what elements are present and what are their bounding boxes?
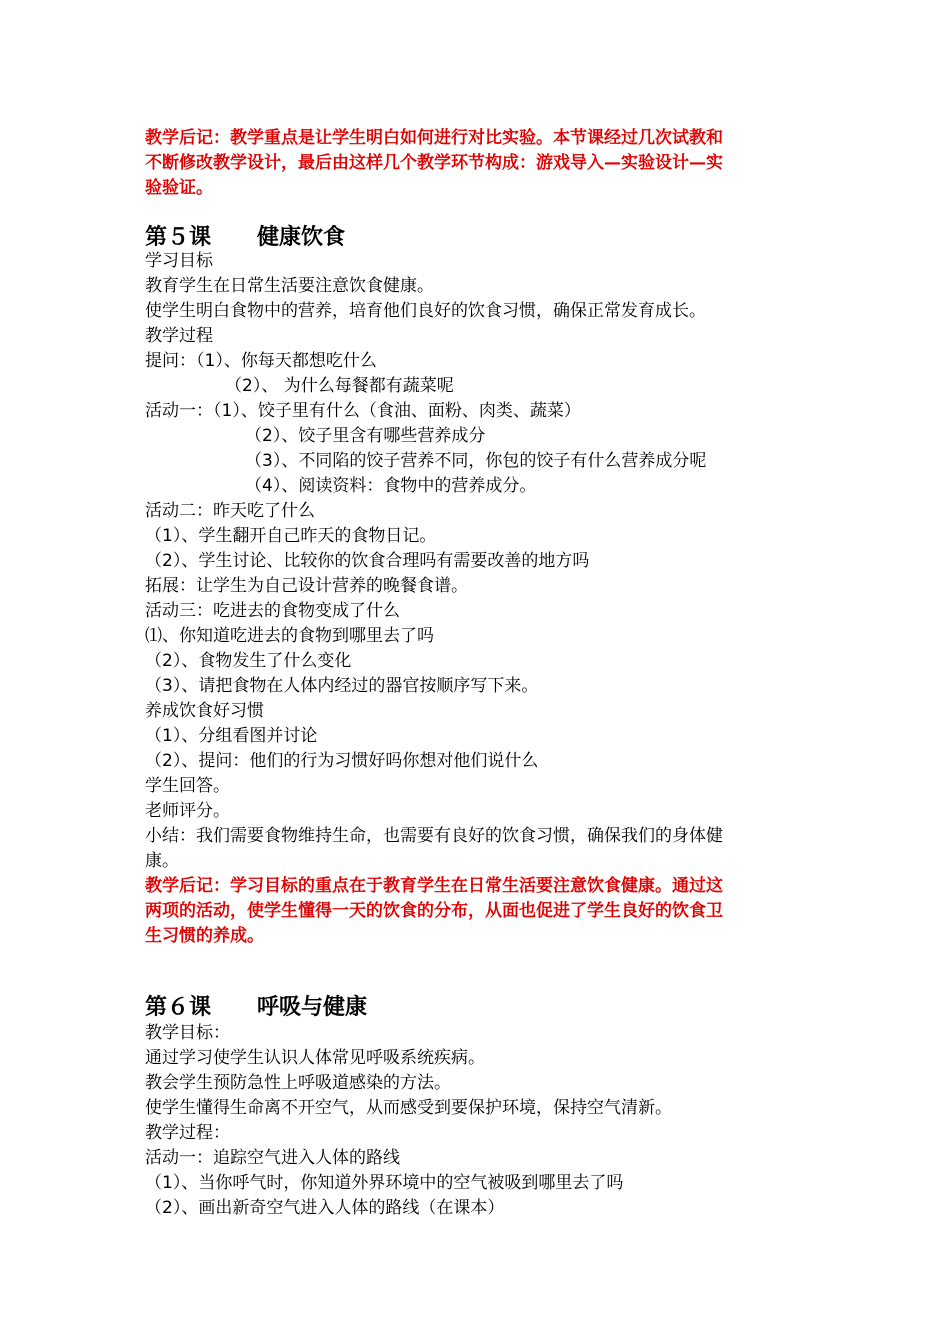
text-line: 活动三：吃进去的食物变成了什么 [145, 601, 400, 621]
text-line: 教会学生预防急性上呼吸道感染的方法。 [145, 1073, 451, 1093]
teaching-note-line: 生习惯的养成。 [145, 926, 264, 946]
text-line: 活动一：（1）、饺子里有什么（食油、面粉、肉类、蔬菜） [145, 401, 581, 421]
text-line: 养成饮食好习惯 [145, 701, 264, 721]
text-line: 小结：我们需要食物维持生命，也需要有良好的饮食习惯，确保我们的身体健 [145, 826, 723, 846]
text-line: 提问：（1）、你每天都想吃什么 [145, 351, 377, 371]
lesson-number: 第６课 [145, 995, 212, 1020]
teaching-note-line: 教学后记：教学重点是让学生明白如何进行对比实验。本节课经过几次试教和 [145, 128, 723, 148]
text-line: （3）、不同陷的饺子营养不同，你包的饺子有什么营养成分呢 [245, 451, 707, 471]
text-line: 教学目标： [145, 1023, 230, 1043]
text-line: （2）、食物发生了什么变化 [145, 651, 352, 671]
teaching-note-line: 不断修改教学设计，最后由这样几个教学环节构成：游戏导入—实验设计—实 [145, 153, 723, 173]
text-line: （2）、学生讨论、比较你的饮食合理吗有需要改善的地方吗 [145, 551, 590, 571]
text-line: （4）、阅读资料：食物中的营养成分。 [245, 476, 537, 496]
text-line: 使学生懂得生命离不开空气，从而感受到要保护环境，保持空气清新。 [145, 1098, 672, 1118]
teaching-note-line: 两项的活动，使学生懂得一天的饮食的分布，从面也促进了学生良好的饮食卫 [145, 901, 723, 921]
text-line: 使学生明白食物中的营养，培育他们良好的饮食习惯，确保正常发育成长。 [145, 301, 706, 321]
text-line: （1）、学生翻开自己昨天的食物日记。 [145, 526, 437, 546]
text-line: 通过学习使学生认识人体常见呼吸系统疾病。 [145, 1048, 485, 1068]
text-line: （3）、请把食物在人体内经过的器官按顺序写下来。 [145, 676, 539, 696]
lesson-title: 健康饮食 [257, 225, 346, 250]
text-line: 康。 [145, 851, 179, 871]
text-line: （1）、当你呼气时，你知道外界环境中的空气被吸到哪里去了吗 [145, 1173, 624, 1193]
text-line: 教育学生在日常生活要注意饮食健康。 [145, 276, 434, 296]
text-line: 拓展：让学生为自己设计营养的晚餐食谱。 [145, 576, 468, 596]
text-line: 老师评分。 [145, 801, 230, 821]
text-line: （1）、分组看图并讨论 [145, 726, 318, 746]
teaching-note-line: 验验证。 [145, 178, 213, 198]
text-line: 学生回答。 [145, 776, 230, 796]
text-line: 活动二：昨天吃了什么 [145, 501, 315, 521]
text-line: 活动一：追踪空气进入人体的路线 [145, 1148, 400, 1168]
lesson-number: 第５课 [145, 225, 212, 250]
text-line: （2）、提问：他们的行为习惯好吗你想对他们说什么 [145, 751, 539, 771]
text-line: 教学过程： [145, 1123, 230, 1143]
text-line: 学习目标 [145, 251, 213, 271]
text-line: （2）、画出新奇空气进入人体的路线（在课本） [145, 1198, 505, 1218]
text-line: 教学过程 [145, 326, 213, 346]
lesson-6-heading [145, 994, 367, 1022]
teaching-note-line: 教学后记：学习目标的重点在于教育学生在日常生活要注意饮食健康。通过这 [145, 876, 723, 896]
lesson-5-heading [145, 224, 345, 252]
text-line: （2）、饺子里含有哪些营养成分 [245, 426, 486, 446]
text-line: （2）、 为什么每餐都有蔬菜呢 [225, 376, 454, 396]
text-line: ⑴、你知道吃进去的食物到哪里去了吗 [145, 626, 434, 646]
lesson-title: 呼吸与健康 [257, 995, 368, 1020]
